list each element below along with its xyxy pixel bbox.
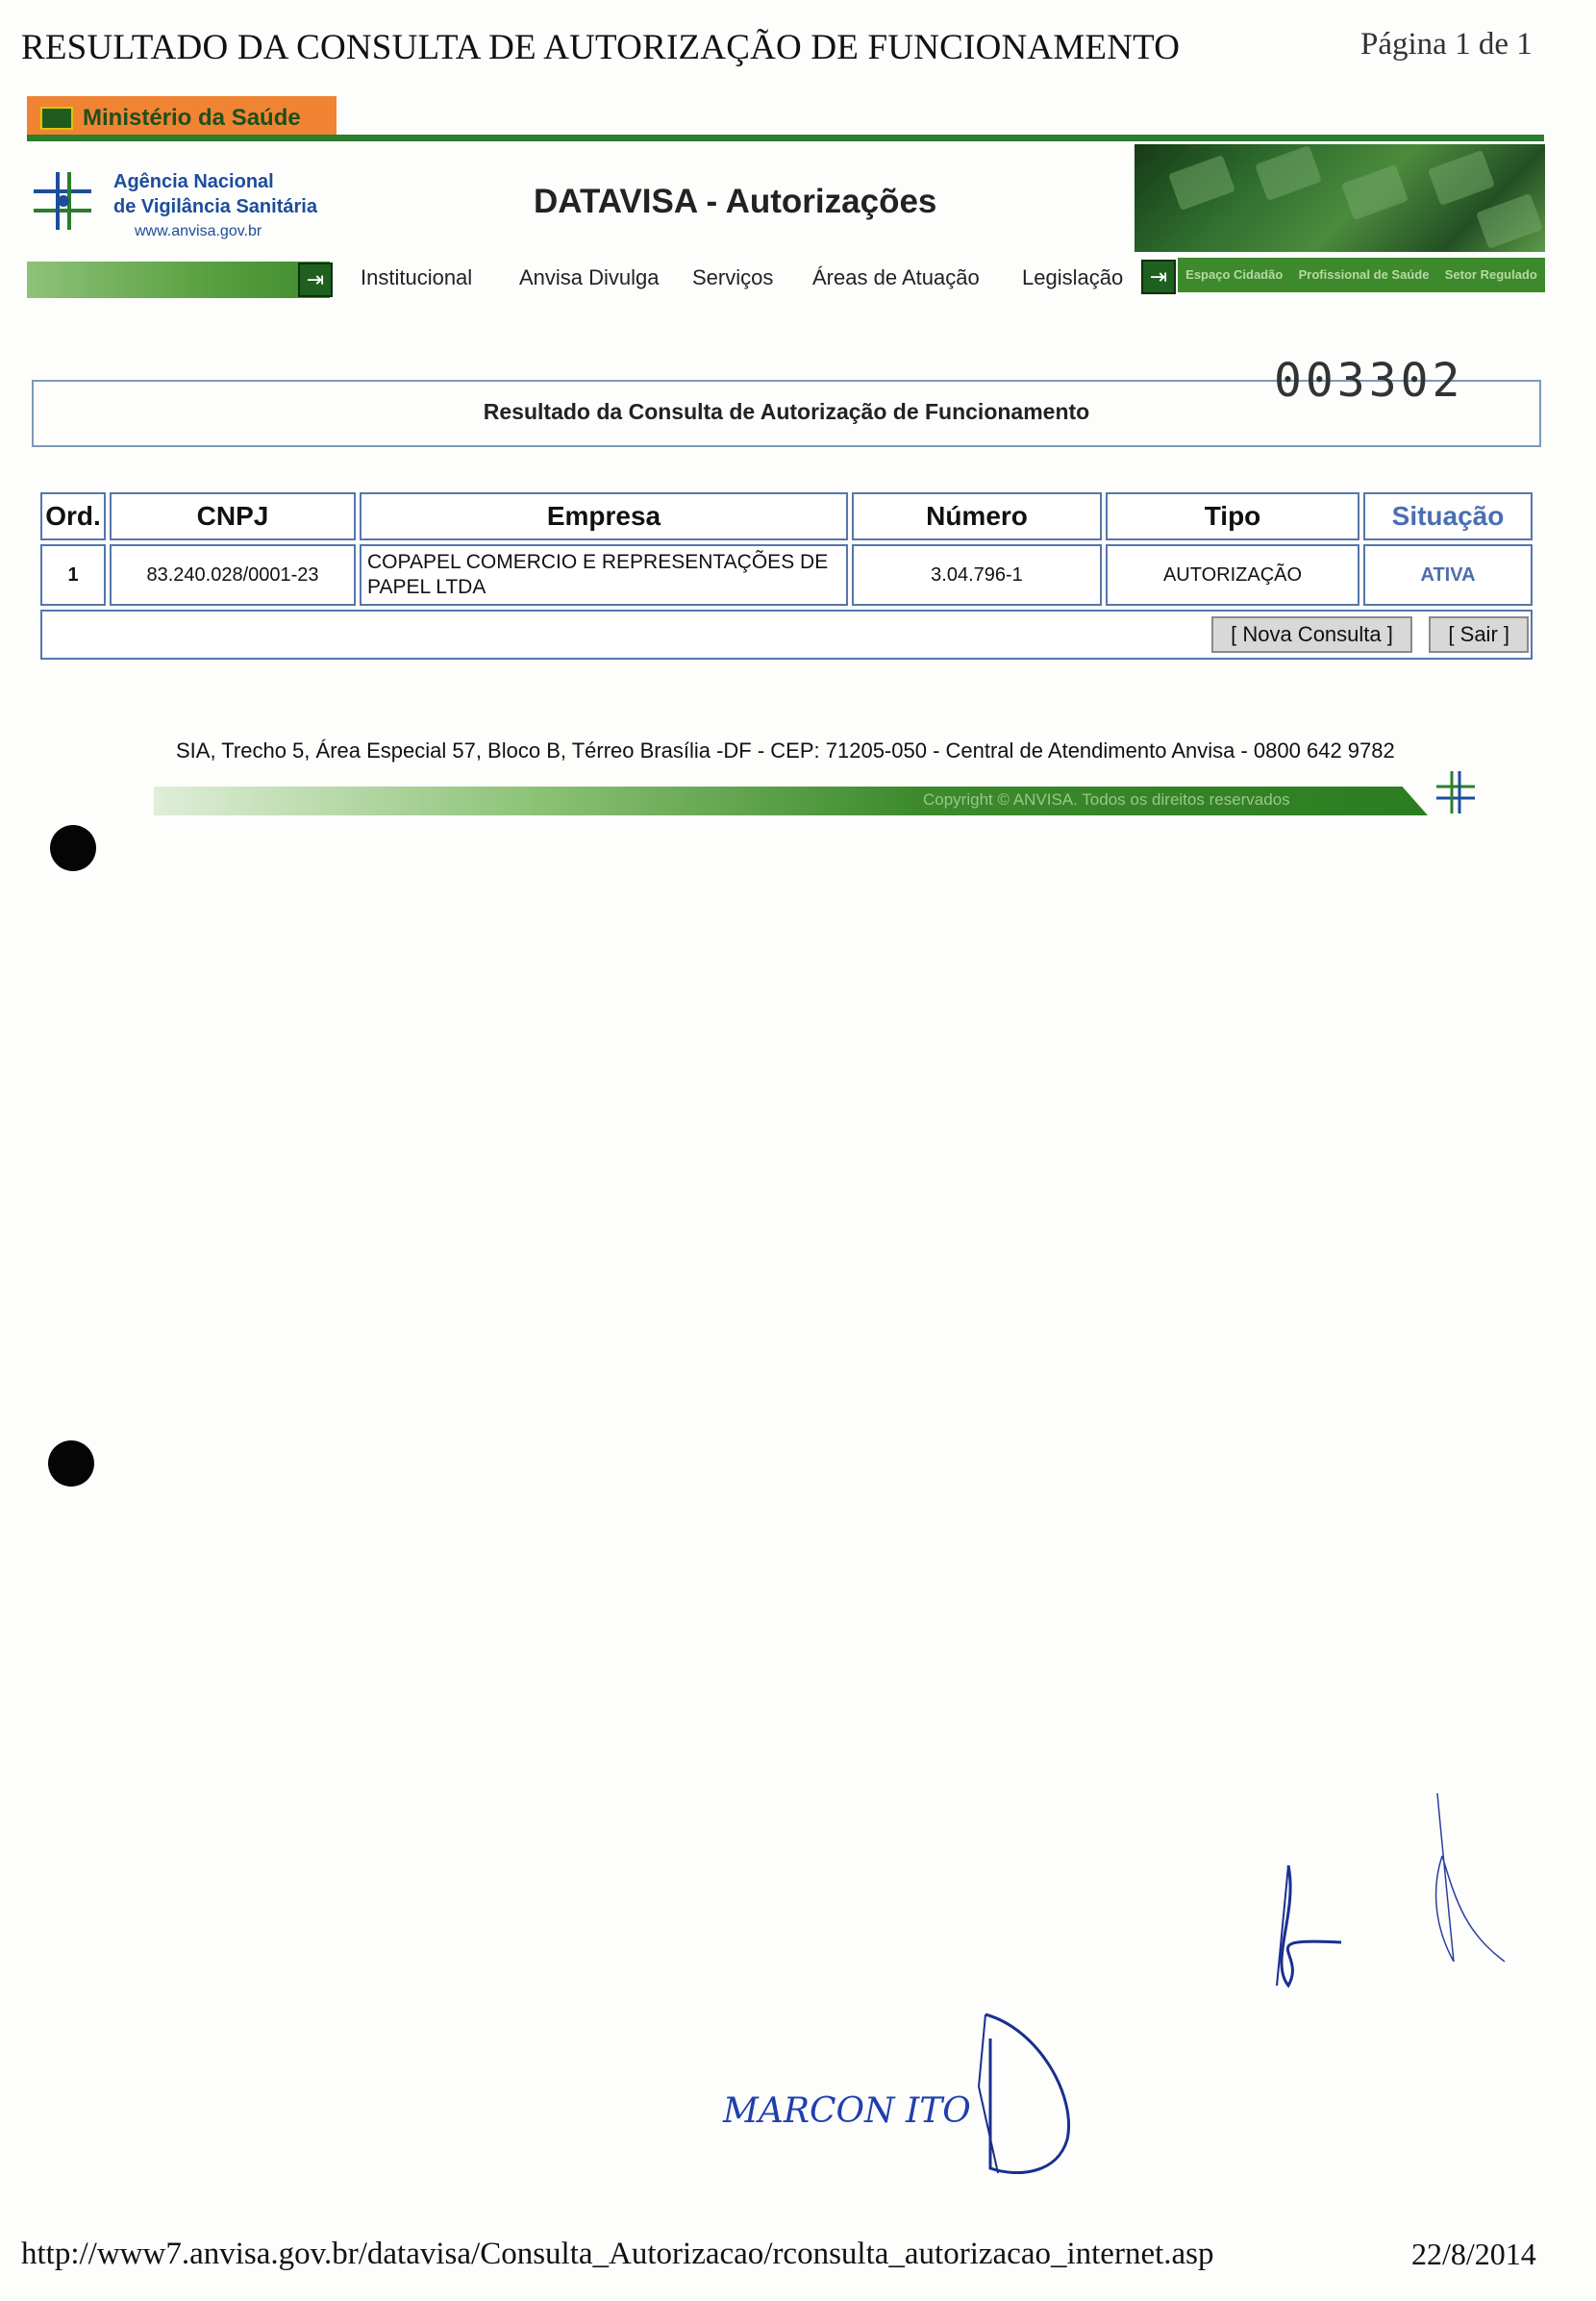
anvisa-logo[interactable] xyxy=(29,162,337,248)
cell-situacao: ATIVA xyxy=(1363,544,1533,606)
cell-cnpj: 83.240.028/0001-23 xyxy=(110,544,356,606)
handwritten-note: MARCON ITO xyxy=(723,2091,971,2131)
footer-copyright: Copyright © ANVISA. Todos os direitos reservados xyxy=(923,790,1290,809)
agency-url[interactable]: www.anvisa.gov.br xyxy=(135,223,262,239)
punch-hole xyxy=(48,1440,94,1487)
actions-cell xyxy=(40,610,1533,660)
table-header-row xyxy=(40,492,1533,540)
sair-button[interactable]: [ Sair ] xyxy=(1429,616,1529,653)
app-title: DATAVISA - Autorizações xyxy=(534,183,937,220)
stamp-number: 003302 xyxy=(1274,354,1464,408)
page-number: Página 1 de 1 xyxy=(1360,27,1533,62)
result-title: Resultado da Consulta de Autorização de Funcionamento xyxy=(483,399,1090,424)
agency-name-line2: de Vigilância Sanitária xyxy=(113,196,317,217)
nav-right-links xyxy=(1178,258,1545,292)
anvisa-cross-icon xyxy=(29,167,96,235)
nav-link-setor-regulado[interactable]: Setor Regulado xyxy=(1444,267,1537,282)
nova-consulta-button[interactable]: [ Nova Consulta ] xyxy=(1211,616,1412,653)
print-url: http://www7.anvisa.gov.br/datavisa/Consulta_Autorizacao/rconsulta_autorizacao_internet.asp xyxy=(21,2237,1214,2271)
results-table xyxy=(37,488,1536,663)
nav-item-anvisa-divulga[interactable]: Anvisa Divulga xyxy=(519,265,660,289)
column-header-numero: Número xyxy=(852,492,1102,540)
nav-item-servicos[interactable]: Serviços xyxy=(692,265,774,289)
cell-ord: 1 xyxy=(40,544,106,606)
nav-item-institucional[interactable]: Institucional xyxy=(361,265,473,289)
table-actions-row xyxy=(40,610,1533,660)
cell-tipo: AUTORIZAÇÃO xyxy=(1106,544,1359,606)
nav-item-areas-de-atuacao[interactable]: Áreas de Atuação xyxy=(812,265,980,289)
nav-link-profissional-saude[interactable]: Profissional de Saúde xyxy=(1298,267,1430,282)
print-title: RESULTADO DA CONSULTA DE AUTORIZAÇÃO DE FUNCIONAMENTO xyxy=(21,28,1181,67)
print-date: 22/8/2014 xyxy=(1411,2237,1536,2271)
signature-marks xyxy=(673,1769,1538,2212)
header-keyboard-photo xyxy=(1135,144,1545,252)
column-header-ord: Ord. xyxy=(40,492,106,540)
nav-arrow-icon[interactable]: ⇥ xyxy=(298,263,333,297)
ministerio-label: Ministério da Saúde xyxy=(83,105,301,131)
agency-name-line1: Agência Nacional xyxy=(113,171,274,192)
column-header-cnpj: CNPJ xyxy=(110,492,356,540)
footer-address: SIA, Trecho 5, Área Especial 57, Bloco B, Térreo Brasília -DF - CEP: 71205-050 - Central de Atendimento Anvisa - 0800 642 9782 xyxy=(176,738,1395,763)
nav-item-legislacao[interactable]: Legislação xyxy=(1022,265,1124,289)
nav-arrow-icon[interactable]: ⇥ xyxy=(1141,260,1176,294)
header-divider xyxy=(27,135,1544,141)
brazil-flag-icon xyxy=(40,107,73,130)
nav-link-espaco-cidadao[interactable]: Espaço Cidadão xyxy=(1185,267,1284,282)
table-row xyxy=(40,544,1533,606)
nav-left-bar xyxy=(27,262,330,298)
cell-numero: 3.04.796-1 xyxy=(852,544,1102,606)
anvisa-footer-icon xyxy=(1434,769,1477,815)
punch-hole xyxy=(50,825,96,871)
column-header-tipo: Tipo xyxy=(1106,492,1359,540)
column-header-empresa: Empresa xyxy=(360,492,848,540)
column-header-situacao: Situação xyxy=(1363,492,1533,540)
cell-empresa: COPAPEL COMERCIO E REPRESENTAÇÕES DE PAPEL LTDA xyxy=(360,544,848,606)
